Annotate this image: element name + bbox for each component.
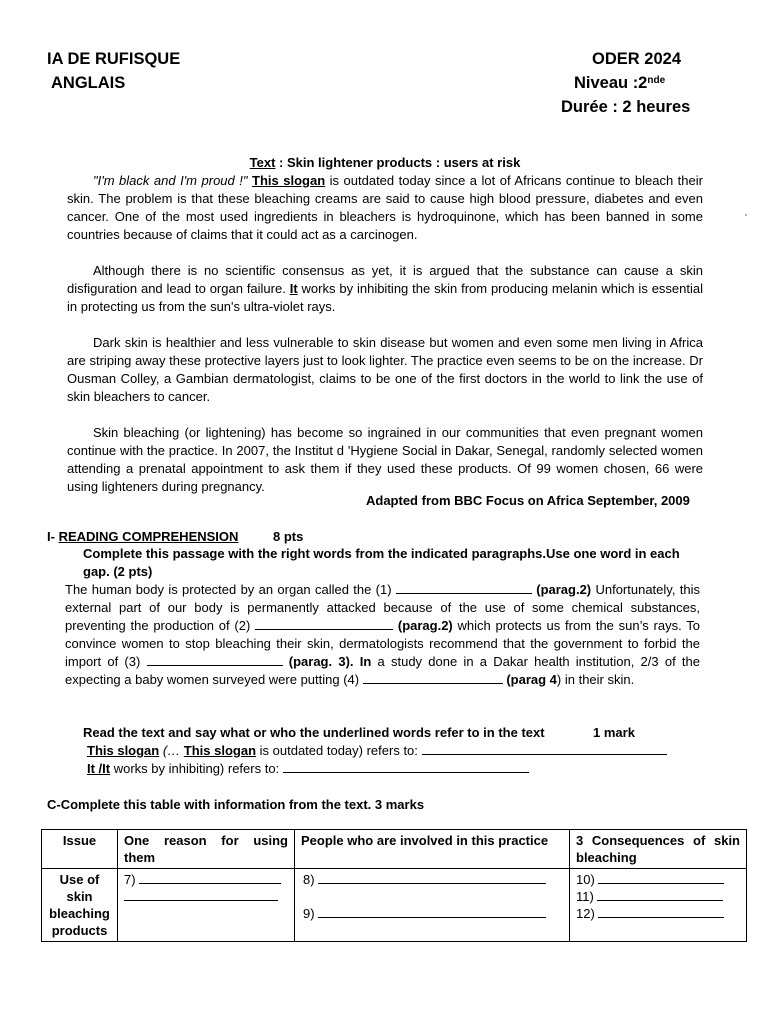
gap-sentence-4-end: ) in their skin. — [556, 672, 635, 687]
gap-2-ref: (parag.2) — [397, 618, 453, 633]
paragraph-4: Skin bleaching (or lightening) has become so ingrained in our communities that even pregnant women continue with the practice. In 2007, the Institut d 'Hygiene Social in Dakar, Senegal, randomly selected women attending a prenatal appointment to ask them if they used these products. Of 99 women chosen, 66 were using lighteners during pregnancy. — [67, 425, 703, 494]
gap-3-in: In — [353, 654, 372, 669]
gap-4-ref: (parag 4 — [506, 672, 557, 687]
gap-3-ref: (parag. 3). — [288, 654, 354, 669]
section3-instruction: C-Complete this table with information from the text. 3 marks — [47, 797, 425, 812]
item-9-blank[interactable] — [318, 905, 546, 918]
gap-3-blank[interactable] — [147, 653, 283, 666]
q2-label: It /It — [87, 761, 111, 776]
section1-title: READING COMPREHENSION — [58, 529, 239, 544]
q1-answer-blank[interactable] — [422, 742, 667, 755]
people-cell — [295, 869, 570, 942]
item-7-blank[interactable] — [139, 871, 281, 884]
paragraph-1-text: is outdated today since a lot of Africans continue to bleach their skin. The problem is that these bleaching creams are said to cause high blood pressure, diabetes and even cancer. One of the most used ingredients in bleachers is hydroquinone, which has been banned in some countries because of claims that it could act as a carcinogen. — [67, 173, 703, 242]
section1-points: 8 pts — [273, 529, 304, 544]
subject-name: ANGLAIS — [51, 74, 126, 92]
paragraph-1 — [67, 172, 703, 244]
text-source: Adapted from BBC Focus on Africa September, 2009 — [366, 493, 690, 508]
item-11-blank[interactable] — [597, 888, 723, 901]
level — [574, 72, 665, 94]
header-people: People who are involved in this practice — [295, 830, 570, 869]
item-8-blank[interactable] — [318, 871, 546, 884]
consequences-cell — [570, 869, 747, 942]
paragraph-3: Dark skin is healthier and less vulnerable to skin disease but women and even some men living in Africa are striping away these protective layers just to look lighter. The practice even seems to be on the increase. Dr Ousman Colley, a Gambian dermatologist, claims to be one of the first doctors in the world to link the use of skin bleachers to cancer. — [67, 335, 703, 404]
stray-dot-icon — [745, 214, 747, 216]
q1-label-2: This slogan — [183, 743, 257, 758]
gap-4-blank[interactable] — [363, 671, 503, 684]
reason-cell — [118, 869, 295, 942]
paragraph-2-rest: works by inhibiting the skin from producing melanin which is essential in protecting us from the sun's ultra-violet rays. — [67, 281, 703, 314]
gap-sentence-2: Unfortunately, this external part of our body is permanently attacked because of the use of some chemical substances, preventing the production of (2) — [65, 582, 700, 633]
reading-text — [67, 172, 703, 496]
table-row — [42, 869, 747, 942]
underlined-it: It — [289, 281, 298, 296]
q1-rest: is outdated today) refers to: — [256, 743, 422, 758]
item-12-blank[interactable] — [598, 905, 724, 918]
item-10-label: 10) — [576, 872, 595, 887]
item-11-label: 11) — [576, 889, 594, 904]
q1-label: This slogan — [87, 743, 160, 758]
header-consequences: 3 Consequences of skin bleaching — [570, 830, 747, 869]
gap-sentence-4: a study done in a Dakar health institution, 2/3 of the expecting a baby women surveyed were putting (4) — [65, 654, 700, 687]
level-label: Niveau :2 — [574, 74, 648, 92]
duration: Durée : 2 heures — [561, 98, 691, 116]
school-name: IA DE RUFISQUE — [47, 50, 181, 68]
exam-title: ODER 2024 — [592, 50, 681, 68]
section2-points: 1 mark — [593, 725, 635, 740]
q2-answer-blank[interactable] — [283, 760, 529, 773]
gap-sentence-3: which protects us from the sun’s rays. To convince women to stop bleaching their skin, dermatologists recommend that the government to forbid the import of (3) — [65, 618, 700, 669]
section1-instruction: Complete this passage with the right words from the indicated paragraphs.Use one word in each gap. (2 pts) — [83, 546, 680, 579]
q2-rest: works by inhibiting) refers to: — [110, 761, 283, 776]
question-it — [87, 760, 529, 778]
info-table — [41, 829, 747, 942]
gap-1-ref: (parag.2) — [536, 582, 592, 597]
level-superscript: nde — [647, 75, 666, 86]
gap-sentence-1: The human body is protected by an organ called the (1) — [65, 582, 396, 597]
header-reason: One reason for using them — [118, 830, 295, 869]
section2-instruction: Read the text and say what or who the underlined words refer to in the text — [83, 725, 545, 740]
item-12-label: 12) — [576, 906, 595, 921]
gap-2-blank[interactable] — [255, 617, 393, 630]
section1-prefix: I- — [47, 529, 59, 544]
item-7-label: 7) — [124, 872, 136, 887]
paragraph-2-start: Although there is no scientific consensus as yet, it is argued that the substance can cause a skin disfiguration and lead to organ failure. — [67, 263, 703, 296]
gap-1-blank[interactable] — [396, 581, 532, 594]
section1-heading — [47, 528, 238, 546]
item-7-blank-2[interactable] — [124, 888, 278, 901]
item-8-label: 8) — [303, 872, 315, 887]
text-title-label: Text — [249, 155, 276, 170]
table-header-row — [42, 830, 747, 869]
question-this-slogan — [87, 742, 667, 760]
quote: "I'm black and I'm proud !" — [93, 173, 248, 188]
gap-fill-passage — [65, 581, 700, 689]
item-9-label: 9) — [303, 906, 315, 921]
text-title — [67, 154, 703, 172]
item-10-blank[interactable] — [598, 871, 724, 884]
q1-mid: (… — [159, 743, 184, 758]
underlined-this-slogan: This slogan — [252, 173, 326, 188]
issue-cell: Use of skin bleaching products — [42, 869, 118, 942]
header-issue: Issue — [42, 830, 118, 869]
paragraph-2 — [67, 262, 703, 316]
text-title-rest: : Skin lightener products : users at risk — [275, 155, 521, 170]
